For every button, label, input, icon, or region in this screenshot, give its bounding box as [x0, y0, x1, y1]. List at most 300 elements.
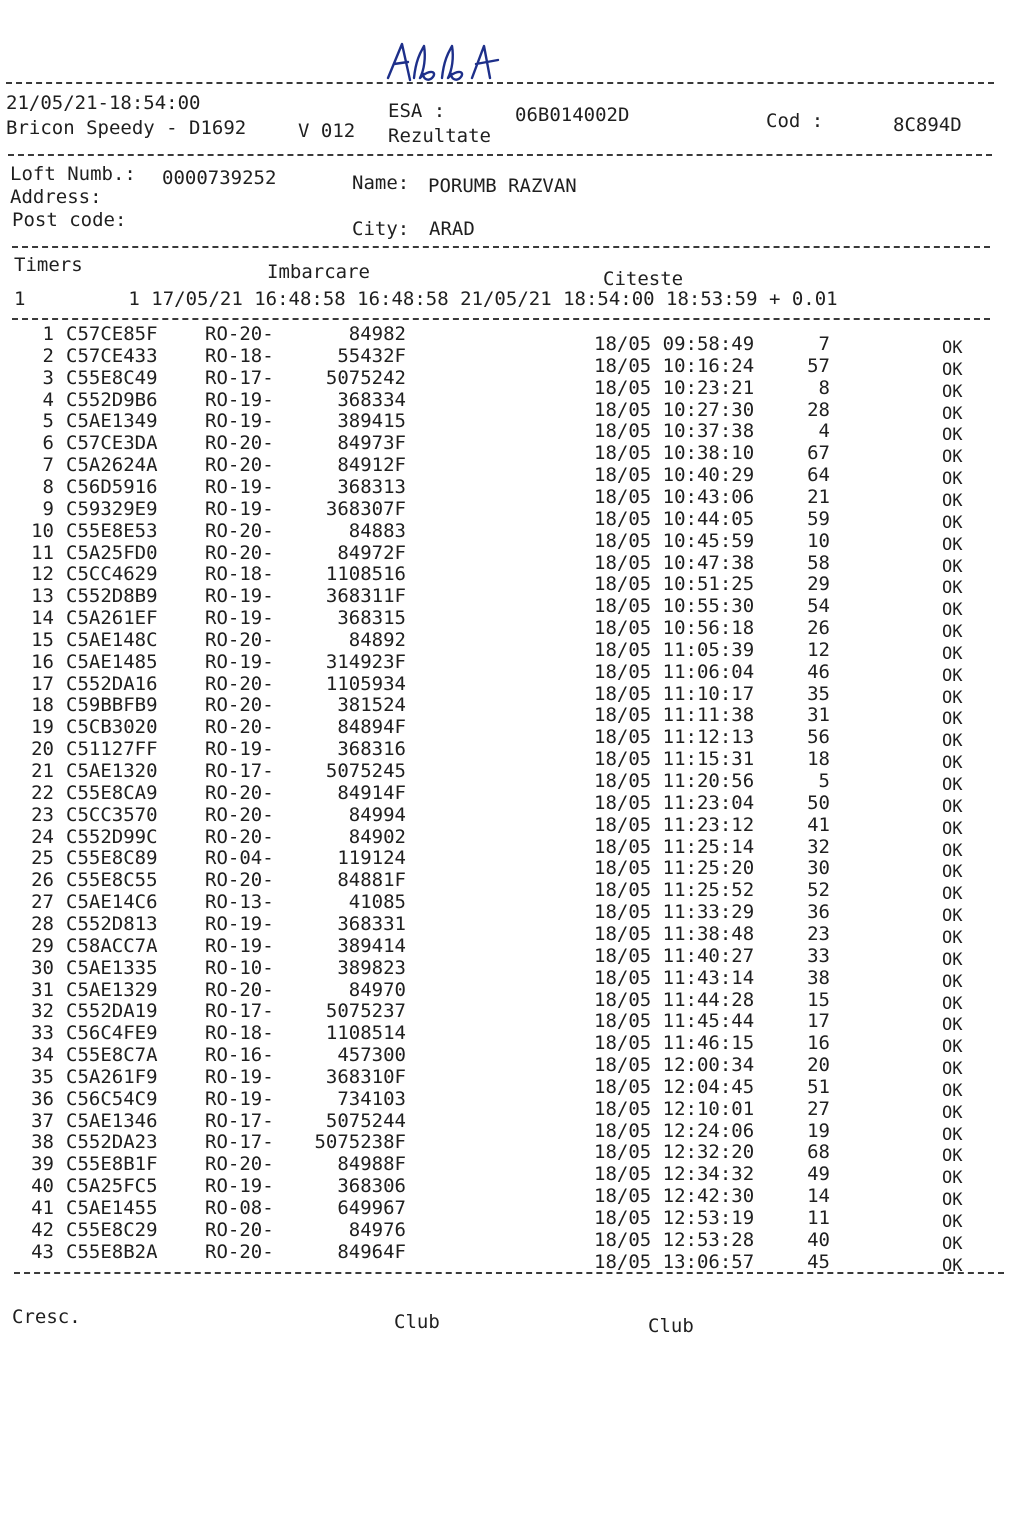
rank: 64 — [807, 464, 830, 487]
ring-prefix: RO-17- — [205, 366, 274, 389]
row-number: 29 — [31, 934, 54, 957]
arrival-time: 18/05 11:25:52 — [594, 879, 755, 902]
rank: 28 — [807, 398, 830, 421]
ring-prefix: RO-19- — [205, 1087, 274, 1110]
row-number: 32 — [31, 1000, 54, 1023]
row-number: 5 — [42, 410, 54, 433]
rank: 68 — [807, 1141, 830, 1164]
arrival-time: 18/05 11:06:04 — [594, 660, 755, 683]
arrival-time: 18/05 11:43:14 — [594, 966, 755, 989]
cod-value: 8C894D — [893, 114, 962, 136]
results-label: Rezultate — [388, 125, 491, 147]
rank: 4 — [818, 420, 830, 443]
chip-code: C5A25FC5 — [66, 1175, 158, 1198]
ring-number: 368316 — [337, 738, 406, 761]
rank: 20 — [807, 1054, 830, 1077]
status: OK — [942, 796, 963, 817]
ring-prefix: RO-19- — [205, 738, 274, 761]
rank: 29 — [807, 573, 830, 596]
ring-prefix: RO-04- — [205, 847, 274, 870]
ring-number: 1108516 — [325, 563, 406, 586]
rank: 10 — [807, 529, 830, 552]
arrival-time: 18/05 10:43:06 — [594, 485, 755, 508]
row-number: 1 — [42, 323, 54, 345]
table-row — [0, 1240, 1024, 1276]
arrival-time: 18/05 11:23:12 — [594, 813, 755, 836]
arrival-time: 18/05 12:04:45 — [594, 1075, 755, 1098]
rank: 27 — [807, 1097, 830, 1120]
chip-code: C59329E9 — [66, 497, 158, 520]
status: OK — [942, 1124, 963, 1145]
ring-prefix: RO-20- — [205, 803, 274, 826]
status: OK — [942, 687, 963, 708]
row-number: 42 — [31, 1218, 54, 1241]
row-number: 36 — [31, 1087, 54, 1110]
rank: 11 — [807, 1207, 830, 1229]
rank: 5 — [818, 770, 830, 792]
ring-number: 84881F — [337, 869, 406, 892]
ring-number: 389823 — [337, 956, 406, 979]
ring-prefix: RO-19- — [205, 475, 274, 498]
arrival-time: 18/05 11:44:28 — [594, 988, 755, 1011]
ring-number: 84894F — [337, 716, 406, 739]
ring-prefix: RO-08- — [205, 1197, 274, 1219]
chip-code: C55E8E53 — [66, 519, 158, 542]
status: OK — [942, 643, 963, 664]
ring-number: 84892 — [348, 628, 406, 651]
chip-code: C55E8C29 — [66, 1218, 158, 1241]
status: OK — [942, 862, 963, 883]
status: OK — [942, 447, 963, 468]
cod-label: Cod : — [766, 110, 824, 132]
ring-prefix: RO-18- — [205, 563, 274, 586]
status: OK — [942, 949, 963, 970]
status: OK — [942, 556, 963, 577]
row-number: 8 — [42, 475, 54, 498]
ring-number: 381524 — [337, 694, 406, 717]
arrival-time: 18/05 10:47:38 — [594, 551, 755, 574]
rank: 21 — [807, 485, 830, 508]
status: OK — [942, 1059, 963, 1080]
arrival-time: 18/05 12:10:01 — [594, 1097, 755, 1120]
timers-label: Timers — [14, 254, 83, 276]
rank: 12 — [807, 638, 830, 661]
ring-prefix: RO-20- — [205, 519, 274, 542]
ring-prefix: RO-20- — [205, 825, 274, 848]
arrival-time: 18/05 10:38:10 — [594, 442, 755, 465]
rank: 26 — [807, 617, 830, 640]
ring-prefix: RO-13- — [205, 891, 274, 914]
row-number: 40 — [31, 1175, 54, 1198]
row-number: 14 — [31, 607, 54, 630]
arrival-time: 18/05 12:34:32 — [594, 1163, 755, 1186]
ring-prefix: RO-20- — [205, 1240, 274, 1263]
ring-number: 5075238F — [314, 1131, 406, 1154]
device-version: V 012 — [298, 120, 356, 142]
ring-prefix: RO-19- — [205, 388, 274, 411]
rank: 14 — [807, 1185, 830, 1208]
row-number: 3 — [42, 366, 54, 389]
arrival-time: 18/05 12:53:28 — [594, 1228, 755, 1251]
row-number: 23 — [31, 803, 54, 826]
rank: 33 — [807, 944, 830, 967]
status: OK — [942, 818, 963, 839]
arrival-time: 18/05 12:00:34 — [594, 1054, 755, 1077]
arrival-time: 18/05 10:45:59 — [594, 529, 755, 552]
arrival-time: 18/05 13:06:57 — [594, 1250, 755, 1273]
row-number: 20 — [31, 738, 54, 761]
imbarcare-label: Imbarcare — [267, 261, 370, 283]
rank: 59 — [807, 507, 830, 530]
name-value: PORUMB RAZVAN — [428, 175, 577, 197]
arrival-time: 18/05 11:33:29 — [594, 901, 755, 924]
chip-code: C552DA16 — [66, 672, 158, 695]
arrival-time: 18/05 10:56:18 — [594, 617, 755, 640]
chip-code: C56C4FE9 — [66, 1022, 158, 1045]
ring-number: 41085 — [348, 891, 406, 914]
chip-code: C51127FF — [66, 738, 158, 761]
ring-prefix: RO-19- — [205, 607, 274, 630]
arrival-time: 18/05 10:40:29 — [594, 464, 755, 487]
status: OK — [942, 1168, 963, 1189]
name-label: Name: — [352, 172, 410, 194]
rank: 46 — [807, 660, 830, 683]
rank: 56 — [807, 726, 830, 749]
ring-number: 84883 — [348, 519, 406, 542]
address-label: Address: — [10, 186, 102, 208]
row-number: 38 — [31, 1131, 54, 1154]
row-number: 25 — [31, 847, 54, 870]
ring-number: 368334 — [337, 388, 406, 411]
timer-row: 1 1 17/05/21 16:48:58 16:48:58 21/05/21 18:54:00 18:53:59 + 0.01 — [14, 288, 838, 310]
chip-code: C56C54C9 — [66, 1087, 158, 1110]
chip-code: C552D99C — [66, 825, 158, 848]
ring-number: 368315 — [337, 607, 406, 630]
status: OK — [942, 993, 963, 1014]
arrival-time: 18/05 12:42:30 — [594, 1185, 755, 1208]
ring-number: 84976 — [348, 1218, 406, 1241]
ring-prefix: RO-18- — [205, 1022, 274, 1045]
status: OK — [942, 403, 963, 424]
ring-number: 5075245 — [325, 760, 406, 782]
rank: 38 — [807, 966, 830, 989]
chip-code: C57CE433 — [66, 344, 158, 367]
row-number: 22 — [31, 781, 54, 804]
arrival-time: 18/05 10:27:30 — [594, 398, 755, 421]
ring-number: 5075244 — [325, 1109, 406, 1132]
club-label-1: Club — [394, 1311, 440, 1333]
rank: 50 — [807, 791, 830, 814]
chip-code: C5AE1320 — [66, 760, 158, 782]
ring-prefix: RO-20- — [205, 541, 274, 564]
rank: 18 — [807, 748, 830, 771]
arrival-time: 18/05 11:10:17 — [594, 682, 755, 705]
ring-prefix: RO-20- — [205, 454, 274, 477]
ring-prefix: RO-19- — [205, 1175, 274, 1198]
row-number: 17 — [31, 672, 54, 695]
status: OK — [942, 1080, 963, 1101]
ring-number: 734103 — [337, 1087, 406, 1110]
ring-prefix: RO-17- — [205, 1000, 274, 1023]
ring-number: 84902 — [348, 825, 406, 848]
row-number: 35 — [31, 1065, 54, 1088]
ring-number: 457300 — [337, 1044, 406, 1067]
row-number: 34 — [31, 1044, 54, 1067]
ring-number: 84982 — [348, 323, 406, 345]
ring-prefix: RO-19- — [205, 1065, 274, 1088]
row-number: 18 — [31, 694, 54, 717]
rank: 35 — [807, 682, 830, 705]
row-number: 31 — [31, 978, 54, 1001]
chip-code: C55E8B2A — [66, 1240, 158, 1263]
esa-value: 06B014002D — [515, 104, 630, 126]
chip-code: C5AE1349 — [66, 410, 158, 433]
row-number: 4 — [42, 388, 54, 411]
rank: 54 — [807, 595, 830, 618]
status: OK — [942, 840, 963, 861]
ring-prefix: RO-17- — [205, 1131, 274, 1154]
chip-code: C5A25FD0 — [66, 541, 158, 564]
ring-number: 368311F — [325, 585, 406, 608]
citeste-label: Citeste — [603, 268, 684, 290]
chip-code: C5A261EF — [66, 607, 158, 630]
row-number: 12 — [31, 563, 54, 586]
rank: 32 — [807, 835, 830, 858]
postcode-label: Post code: — [12, 209, 127, 231]
arrival-time: 18/05 11:12:13 — [594, 726, 755, 749]
arrival-time: 18/05 10:16:24 — [594, 354, 755, 377]
status: OK — [942, 359, 963, 380]
ring-number: 119124 — [337, 847, 406, 870]
rank: 67 — [807, 442, 830, 465]
ring-prefix: RO-16- — [205, 1044, 274, 1067]
ring-prefix: RO-17- — [205, 1109, 274, 1132]
row-number: 41 — [31, 1197, 54, 1219]
chip-code: C57CE3DA — [66, 432, 158, 455]
arrival-time: 18/05 11:25:20 — [594, 857, 755, 880]
print-datetime: 21/05/21-18:54:00 — [6, 92, 201, 114]
ring-number: 368313 — [337, 475, 406, 498]
status: OK — [942, 578, 963, 599]
chip-code: C5A2624A — [66, 454, 158, 477]
rank: 52 — [807, 879, 830, 902]
chip-code: C5AE1329 — [66, 978, 158, 1001]
chip-code: C55E8C7A — [66, 1044, 158, 1067]
status: OK — [942, 1102, 963, 1123]
ring-prefix: RO-18- — [205, 344, 274, 367]
ring-number: 84972F — [337, 541, 406, 564]
row-number: 7 — [42, 454, 54, 477]
ring-number: 1105934 — [325, 672, 406, 695]
arrival-time: 18/05 09:58:49 — [594, 333, 755, 355]
row-number: 6 — [42, 432, 54, 455]
status: OK — [942, 1212, 963, 1232]
status: OK — [942, 971, 963, 992]
rank: 49 — [807, 1163, 830, 1186]
status: OK — [942, 906, 963, 927]
rank: 45 — [807, 1250, 830, 1273]
ring-number: 84970 — [348, 978, 406, 1001]
arrival-time: 18/05 11:45:44 — [594, 1010, 755, 1033]
ring-prefix: RO-20- — [205, 628, 274, 651]
arrival-time: 18/05 11:46:15 — [594, 1032, 755, 1055]
arrival-time: 18/05 12:32:20 — [594, 1141, 755, 1164]
chip-code: C5AE1485 — [66, 650, 158, 673]
ring-prefix: RO-20- — [205, 323, 274, 345]
status: OK — [942, 753, 963, 774]
arrival-time: 18/05 11:40:27 — [594, 944, 755, 967]
status: OK — [942, 731, 963, 752]
ring-prefix: RO-19- — [205, 497, 274, 520]
row-number: 24 — [31, 825, 54, 848]
chip-code: C5AE14C6 — [66, 891, 158, 914]
ring-number: 368306 — [337, 1175, 406, 1198]
rank: 8 — [818, 376, 830, 399]
ring-number: 84914F — [337, 781, 406, 804]
arrival-time: 18/05 10:55:30 — [594, 595, 755, 618]
chip-code: C552D9B6 — [66, 388, 158, 411]
ring-number: 84994 — [348, 803, 406, 826]
arrival-time: 18/05 11:05:39 — [594, 638, 755, 661]
ring-prefix: RO-19- — [205, 912, 274, 935]
row-number: 39 — [31, 1153, 54, 1176]
status: OK — [942, 469, 963, 490]
arrival-time: 18/05 10:23:21 — [594, 376, 755, 399]
status: OK — [942, 884, 963, 905]
chip-code: C59BBFB9 — [66, 694, 158, 717]
arrival-time: 18/05 11:15:31 — [594, 748, 755, 771]
ring-prefix: RO-20- — [205, 672, 274, 695]
row-number: 26 — [31, 869, 54, 892]
ring-number: 84973F — [337, 432, 406, 455]
row-number: 43 — [31, 1240, 54, 1263]
ring-prefix: RO-20- — [205, 781, 274, 804]
arrival-time: 18/05 11:25:14 — [594, 835, 755, 858]
arrival-time: 18/05 12:53:19 — [594, 1207, 755, 1229]
city-label: City: — [352, 218, 410, 240]
status: OK — [942, 622, 963, 643]
ring-number: 368331 — [337, 912, 406, 935]
status: OK — [942, 512, 963, 533]
status: OK — [942, 381, 963, 402]
ring-number: 5075242 — [325, 366, 406, 389]
rank: 41 — [807, 813, 830, 836]
divider-header — [8, 154, 992, 156]
row-number: 16 — [31, 650, 54, 673]
divider-top — [6, 82, 994, 84]
rank: 23 — [807, 922, 830, 945]
chip-code: C55E8C55 — [66, 869, 158, 892]
arrival-time: 18/05 10:44:05 — [594, 507, 755, 530]
row-number: 30 — [31, 956, 54, 979]
chip-code: C55E8C49 — [66, 366, 158, 389]
ring-number: 368310F — [325, 1065, 406, 1088]
ring-prefix: RO-17- — [205, 760, 274, 782]
divider-loft — [12, 246, 990, 248]
chip-code: C552D8B9 — [66, 585, 158, 608]
chip-code: C5AE148C — [66, 628, 158, 651]
row-number: 13 — [31, 585, 54, 608]
chip-code: C552D813 — [66, 912, 158, 935]
status: OK — [942, 1037, 963, 1058]
divider-timers — [12, 318, 990, 320]
arrival-time: 18/05 10:51:25 — [594, 573, 755, 596]
status: OK — [942, 338, 963, 358]
rank: 31 — [807, 704, 830, 727]
chip-code: C55E8B1F — [66, 1153, 158, 1176]
ring-number: 55432F — [337, 344, 406, 367]
ring-number: 314923F — [325, 650, 406, 673]
ring-prefix: RO-20- — [205, 716, 274, 739]
rank: 51 — [807, 1075, 830, 1098]
chip-code: C57CE85F — [66, 323, 158, 345]
chip-code: C552DA23 — [66, 1131, 158, 1154]
chip-code: C55E8C89 — [66, 847, 158, 870]
ring-prefix: RO-20- — [205, 978, 274, 1001]
ring-prefix: RO-19- — [205, 585, 274, 608]
row-number: 11 — [31, 541, 54, 564]
row-number: 2 — [42, 344, 54, 367]
ring-number: 368307F — [325, 497, 406, 520]
chip-code: C5A261F9 — [66, 1065, 158, 1088]
rank: 16 — [807, 1032, 830, 1055]
status: OK — [942, 665, 963, 686]
ring-prefix: RO-19- — [205, 650, 274, 673]
ring-prefix: RO-20- — [205, 694, 274, 717]
divider-bottom — [14, 1272, 1004, 1274]
ring-prefix: RO-20- — [205, 1218, 274, 1241]
rank: 58 — [807, 551, 830, 574]
rank: 17 — [807, 1010, 830, 1033]
ring-number: 1108514 — [325, 1022, 406, 1045]
club-label-2: Club — [648, 1315, 694, 1337]
city-value: ARAD — [429, 218, 475, 240]
status: OK — [942, 490, 963, 511]
handwritten-signature — [380, 38, 510, 88]
status: OK — [942, 1233, 963, 1254]
status: OK — [942, 1255, 963, 1276]
status: OK — [942, 927, 963, 948]
rank: 36 — [807, 901, 830, 924]
ring-prefix: RO-10- — [205, 956, 274, 979]
ring-number: 5075237 — [325, 1000, 406, 1023]
cresc-label: Cresc. — [12, 1306, 81, 1328]
ring-number: 84964F — [337, 1240, 406, 1263]
chip-code: C58ACC7A — [66, 934, 158, 957]
chip-code: C5AE1346 — [66, 1109, 158, 1132]
loft-number-value: 0000739252 — [162, 167, 277, 189]
ring-number: 389415 — [337, 410, 406, 433]
arrival-time: 18/05 11:38:48 — [594, 922, 755, 945]
ring-prefix: RO-20- — [205, 432, 274, 455]
arrival-time: 18/05 10:37:38 — [594, 420, 755, 443]
row-number: 19 — [31, 716, 54, 739]
arrival-time: 18/05 12:24:06 — [594, 1119, 755, 1142]
arrival-time: 18/05 11:20:56 — [594, 770, 755, 792]
row-number: 28 — [31, 912, 54, 935]
rank: 7 — [818, 333, 830, 355]
arrival-time: 18/05 11:11:38 — [594, 704, 755, 727]
row-number: 33 — [31, 1022, 54, 1045]
rank: 19 — [807, 1119, 830, 1142]
ring-number: 84912F — [337, 454, 406, 477]
loft-number-label: Loft Numb.: — [10, 163, 136, 185]
rank: 40 — [807, 1228, 830, 1251]
row-number: 37 — [31, 1109, 54, 1132]
chip-code: C5CB3020 — [66, 716, 158, 739]
ring-prefix: RO-19- — [205, 934, 274, 957]
ring-number: 389414 — [337, 934, 406, 957]
